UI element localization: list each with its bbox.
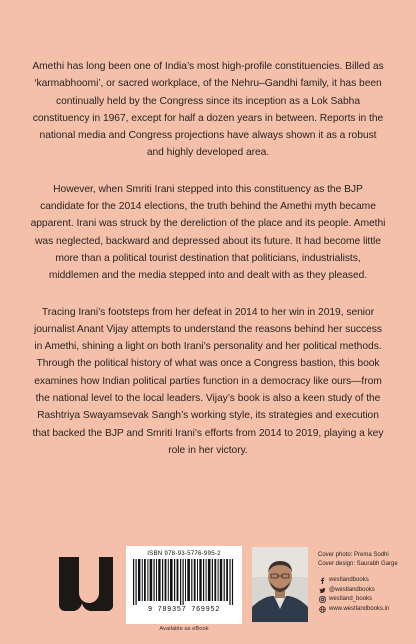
- cover-photo-credit: Cover photo: Prema Sodhi: [318, 552, 389, 558]
- barcode-digits: 9 789357 769952: [147, 606, 220, 614]
- globe-icon: [318, 605, 326, 613]
- social-twitter-text: @westlandbooks: [329, 586, 375, 593]
- social-instagram-text: westland_books: [329, 596, 373, 603]
- author-photo: [252, 547, 308, 622]
- social-instagram[interactable]: [318, 595, 414, 605]
- barcode-block: [126, 546, 242, 624]
- social-facebook[interactable]: [318, 576, 414, 586]
- blurb-paragraph-1: Amethi has long been one of India’s most high-profile constituencies. Billed as ‘karmabhoomi’, or sacred workplace, of the Nehru–Gandhi family, it has been continually held by the Congress since its inception as a Lok Sabha constituency in 1967, except for half a dozen years in between. Reports in the national media and Congress projections have always shown it as a robust and highly developed area.: [32, 61, 384, 159]
- isbn-label: ISBN 978-93-5776-995-2: [147, 550, 221, 557]
- blurb-text: [30, 58, 386, 478]
- cover-design-credit: Cover design: Saurabh Garge: [318, 560, 398, 567]
- cover-footer: [0, 518, 416, 644]
- barcode-icon: [131, 559, 237, 605]
- social-twitter[interactable]: [318, 586, 414, 596]
- facebook-icon: [318, 577, 326, 585]
- instagram-icon: [318, 596, 326, 604]
- social-facebook-text: westlandbooks: [329, 577, 369, 584]
- social-links: [318, 576, 414, 614]
- social-website-text: www.westlandbooks.in: [329, 605, 390, 612]
- ebook-note: Available as eBook: [159, 626, 209, 632]
- blurb-paragraph-2: However, when Smriti Irani stepped into this constituency as the BJP candidate for the 2014 elections, the truth behind the Amethi myth became apparent. Irani was struck by the dereliction of the place and its people. Amethi was neglected, backward and depressed about its future. It had become little more than a political tourist destination that politicians, industrialists, middlemen and the media stepped into and dealt with as they pleased.: [30, 183, 386, 282]
- social-website[interactable]: [318, 605, 414, 615]
- twitter-icon: [318, 586, 326, 594]
- blurb-paragraph-3: Tracing Irani’s footsteps from her defeat in 2014 to her win in 2019, senior journalist Anant Vijay attempts to understand the reasons behind her success in Amethi, shining a light on both Irani’s personality and her political methods. Through the political history of what was once a Congress bastion, this book examines how Indian political parties function in a democracy like ours—from the national level to the local leaders. Vijay’s book is also a keen study of the Rashtriya Swayamsevak Sangh’s working style, its strategies and execution that backed the BJP and Smriti Irani’s efforts from 2014 to 2019, playing a key role in her victory.: [32, 306, 384, 456]
- publisher-logo-icon: [56, 551, 116, 611]
- credits-block: [318, 551, 414, 614]
